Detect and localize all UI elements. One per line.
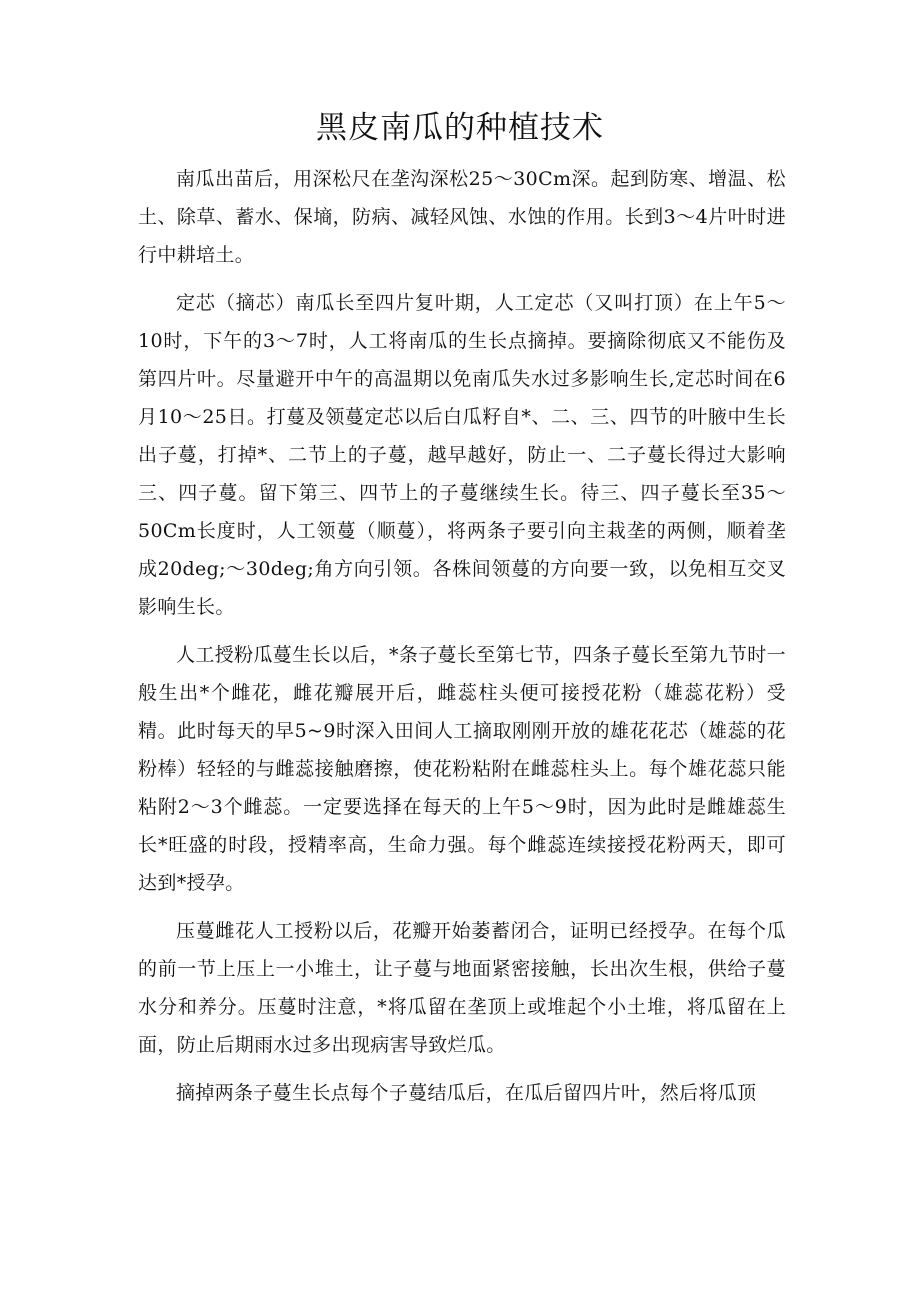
paragraph-seedling-care: 南瓜出苗后，用深松尺在垄沟深松25～30Cm深。起到防寒、增温、松土、除草、蓄水、保墒，防病、减轻风蚀、水蚀的作用。长到3～4片叶时进行中耕培土。 (138, 168, 786, 266)
document-title: 黑皮南瓜的种植技术 (316, 110, 604, 146)
paragraph-topping-and-vine-guiding: 定芯（摘芯）南瓜长至四片复叶期，人工定芯（又叫打顶）在上午5～10时，下午的3～7时，人工将南瓜的生长点摘掉。要摘除彻底又不能伤及第四片叶。尽量避开中午的高温期以免南瓜失水过多影响生长,定芯时间在6月10～25日。打蔓及领蔓定芯以后白瓜籽自*、二、三、四节的叶腋中生长出子蔓，打掉*、二节上的子蔓，越早越好，防止一、二子蔓长得过大影响三、四子蔓。留下第三、四节上的子蔓继续生长。待三、四子蔓长至35～50Cm长度时，人工领蔓（顺蔓），将两条子要引向主栽垄的两侧，顺着垄成20deg;～30deg;角方向引领。各株间领蔓的方向要一致，以免相互交叉影响生长。 (138, 292, 786, 618)
document-body (138, 160, 786, 1122)
paragraph-hand-pollination: 人工授粉瓜蔓生长以后，*条子蔓长至第七节，四条子蔓长至第九节时一般生出*个雌花，雌花瓣展开后，雌蕊柱头便可接授花粉（雄蕊花粉）受精。此时每天的早5~9时深入田间人工摘取刚刚开放的雄花花芯（雄蕊的花粉棒）轻轻的与雌蕊接触磨擦，使花粉粘附在雌蕊柱头上。每个雄花蕊只能粘附2～3个雌蕊。一定要选择在每天的上午5～9时，因为此时是雌雄蕊生长*旺盛的时段，授精率高，生命力强。每个雌蕊连续接授花粉两天，即可达到*授孕。 (138, 644, 786, 894)
paragraph-vine-pressing: 压蔓雌花人工授粉以后，花瓣开始萎蓄闭合，证明已经授孕。在每个瓜的前一节上压上一小堆土，让子蔓与地面紧密接触，长出次生根，供给子蔓水分和养分。压蔓时注意，*将瓜留在垄顶上或堆起个小土堆，将瓜留在上面，防止后期雨水过多出现病害导致烂瓜。 (138, 920, 786, 1056)
paragraph-pinching-growth-points: 摘掉两条子蔓生长点每个子蔓结瓜后，在瓜后留四片叶，然后将瓜顶 (176, 1082, 757, 1104)
